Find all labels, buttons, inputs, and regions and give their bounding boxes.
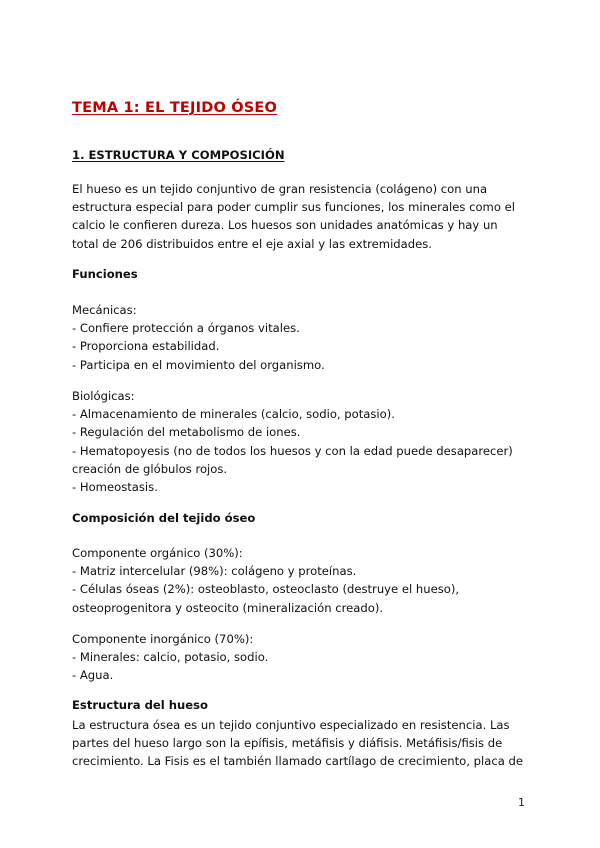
list-label: Biológicas: <box>72 389 135 403</box>
list-item: - Almacenamiento de minerales (calcio, sodio, potasio). <box>72 407 395 422</box>
section-title-estructura-composicion: 1. ESTRUCTURA Y COMPOSICIÓN <box>72 148 285 162</box>
list-mecanicas <box>72 301 532 374</box>
list-componente-organico <box>72 544 532 617</box>
list-item: - Proporciona estabilidad. <box>72 339 220 354</box>
paragraph-line: El hueso es un tejido conjuntivo de gran resistencia (colágeno) con una <box>72 182 488 196</box>
list-item: - Células óseas (2%): osteoblasto, osteoclasto (destruye el hueso), <box>72 582 460 597</box>
list-label: Componente inorgánico (70%): <box>72 632 254 646</box>
paragraph-line: crecimiento. La Fisis es el también llamado cartílago de crecimiento, placa de <box>72 754 523 769</box>
list-label: Componente orgánico (30%): <box>72 546 243 560</box>
list-biologicas <box>72 387 532 496</box>
list-item: - Regulación del metabolismo de iones. <box>72 425 301 440</box>
list-item-continuation: creación de glóbulos rojos. <box>72 461 228 476</box>
list-item: - Homeostasis. <box>72 480 158 495</box>
intro-paragraph <box>72 180 532 253</box>
paragraph-line: La estructura ósea es un tejido conjuntivo especializado en resistencia. Las <box>72 718 510 732</box>
list-componente-inorganico <box>72 630 532 685</box>
paragraph-line: partes del hueso largo son la epífisis, metáfisis y diáfisis. Metáfisis/fisis de <box>72 736 503 751</box>
paragraph-line: estructura especial para poder cumplir sus funciones, los minerales como el <box>72 200 515 215</box>
estructura-paragraph <box>72 716 532 771</box>
list-label: Mecánicas: <box>72 303 137 317</box>
list-item: - Participa en el movimiento del organismo. <box>72 357 325 372</box>
list-item-continuation: osteoprogenitora y osteocito (mineralización creado). <box>72 600 384 615</box>
page-number: 1 <box>518 796 525 809</box>
heading-composicion: Composición del tejido óseo <box>72 511 256 525</box>
heading-funciones: Funciones <box>72 267 138 281</box>
list-item: - Confiere protección a órganos vitales. <box>72 321 300 336</box>
paragraph-line: total de 206 distribuidos entre el eje axial y las extremidades. <box>72 236 432 251</box>
document-title: TEMA 1: EL TEJIDO ÓSEO <box>72 100 278 116</box>
paragraph-line: calcio le confieren dureza. Los huesos son unidades anatómicas y hay un <box>72 218 498 233</box>
list-item: - Agua. <box>72 668 114 683</box>
list-item: - Matriz intercelular (98%): colágeno y proteínas. <box>72 564 357 579</box>
list-item: - Hematopoyesis (no de todos los huesos y con la edad puede desaparecer) <box>72 443 513 458</box>
heading-estructura-hueso: Estructura del hueso <box>72 698 208 712</box>
list-item: - Minerales: calcio, potasio, sodio. <box>72 650 269 665</box>
